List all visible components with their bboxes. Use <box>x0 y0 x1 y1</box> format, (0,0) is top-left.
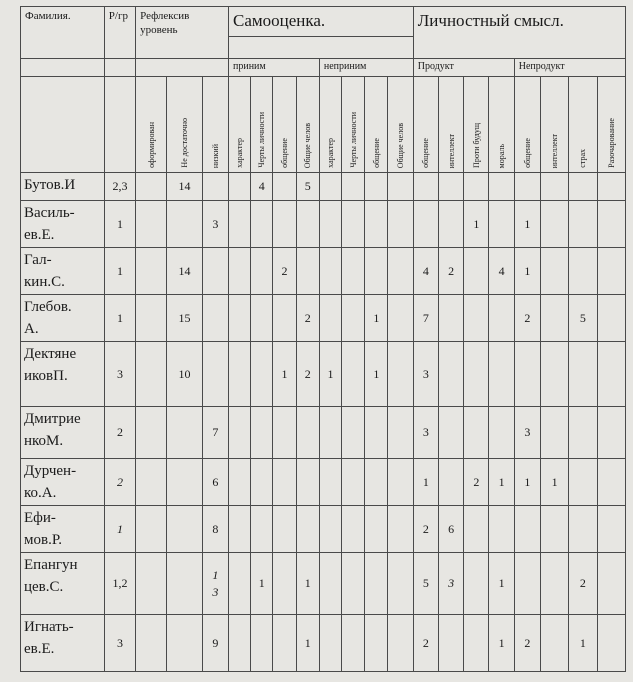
score-cell <box>229 459 251 506</box>
score-cell <box>439 459 464 506</box>
score-cell <box>202 248 228 295</box>
subheader-accept: приним <box>229 59 320 77</box>
column-header <box>569 77 597 173</box>
score-cell: 2 <box>439 248 464 295</box>
column-header <box>136 77 167 173</box>
student-name: Василь- ев.Е. <box>21 201 105 248</box>
score-cell <box>136 342 167 407</box>
score-cell: 2 <box>514 295 540 342</box>
score-cell <box>342 201 365 248</box>
score-cell <box>489 201 514 248</box>
score-cell: 3 <box>413 407 438 459</box>
score-cell <box>489 342 514 407</box>
score-cell <box>388 459 413 506</box>
score-cell: 6 <box>439 506 464 553</box>
score-cell <box>251 201 273 248</box>
score-cell: 3 <box>413 342 438 407</box>
subheader-not-accept: неприним <box>319 59 413 77</box>
score-cell <box>514 506 540 553</box>
table-row <box>21 248 626 295</box>
score-cell <box>273 173 296 201</box>
student-name: Глебов. А. <box>21 295 105 342</box>
score-cell <box>273 553 296 615</box>
score-cell <box>251 407 273 459</box>
column-header <box>202 77 228 173</box>
score-cell <box>273 459 296 506</box>
score-cell <box>597 553 626 615</box>
score-cell <box>136 201 167 248</box>
header-group: Р/гр <box>104 7 135 59</box>
column-header <box>296 77 319 173</box>
score-cell: 1 <box>365 342 388 407</box>
score-cell <box>229 342 251 407</box>
score-cell <box>464 407 489 459</box>
score-cell: 15 <box>167 295 202 342</box>
column-header-label: характер <box>325 138 335 168</box>
score-cell <box>597 295 626 342</box>
score-cell <box>319 295 341 342</box>
score-cell: 14 <box>167 173 202 201</box>
score-cell <box>439 295 464 342</box>
score-cell <box>167 553 202 615</box>
score-cell <box>597 201 626 248</box>
group-value: 1,2 <box>104 553 135 615</box>
score-cell: 5 <box>569 295 597 342</box>
subheader-blank <box>136 59 229 77</box>
score-cell <box>464 553 489 615</box>
score-cell <box>342 553 365 615</box>
column-header <box>464 77 489 173</box>
score-cell <box>540 295 568 342</box>
column-header-label: Проти будущ <box>471 123 481 168</box>
score-cell: 1 <box>514 201 540 248</box>
column-header-label: низкий <box>210 143 220 168</box>
column-header-label: интеллект <box>446 133 456 168</box>
score-cell <box>569 173 597 201</box>
score-cell: 5 <box>413 553 438 615</box>
score-cell: 1 <box>296 615 319 672</box>
score-cell <box>514 173 540 201</box>
score-cell <box>597 615 626 672</box>
table-row <box>21 295 626 342</box>
score-cell <box>388 201 413 248</box>
score-cell <box>540 506 568 553</box>
score-cell <box>202 295 228 342</box>
column-header <box>413 77 438 173</box>
score-cell <box>342 173 365 201</box>
column-header-label: Общие челов <box>396 122 406 168</box>
score-cell <box>273 407 296 459</box>
score-cell <box>597 506 626 553</box>
score-cell <box>229 173 251 201</box>
score-cell <box>597 407 626 459</box>
score-cell <box>342 342 365 407</box>
column-header <box>167 77 202 173</box>
header-surname: Фамилия. <box>21 7 105 59</box>
score-cell <box>136 407 167 459</box>
score-cell: 8 <box>202 506 228 553</box>
score-cell: 3 <box>439 553 464 615</box>
score-cell: 1 <box>489 553 514 615</box>
score-cell <box>167 506 202 553</box>
score-cell <box>514 342 540 407</box>
group-value: 2 <box>104 407 135 459</box>
score-cell <box>296 407 319 459</box>
score-cell <box>365 407 388 459</box>
score-cell <box>136 459 167 506</box>
score-cell <box>136 173 167 201</box>
score-cell <box>439 173 464 201</box>
column-header-label: мораль <box>497 143 507 168</box>
table-row <box>21 173 626 201</box>
score-cell <box>388 295 413 342</box>
score-cell <box>296 248 319 295</box>
column-header <box>439 77 464 173</box>
score-cell <box>319 615 341 672</box>
score-cell: 9 <box>202 615 228 672</box>
score-cell <box>569 407 597 459</box>
score-cell: 7 <box>413 295 438 342</box>
score-cell <box>251 506 273 553</box>
table-row <box>21 407 626 459</box>
column-header-label: общение <box>280 138 290 168</box>
score-cell <box>365 506 388 553</box>
score-cell <box>464 615 489 672</box>
score-cell <box>439 201 464 248</box>
column-header <box>388 77 413 173</box>
score-cell <box>167 615 202 672</box>
score-cell <box>413 201 438 248</box>
table-row <box>21 201 626 248</box>
score-cell <box>365 459 388 506</box>
score-cell <box>319 506 341 553</box>
score-cell <box>569 201 597 248</box>
score-cell: 1 <box>365 295 388 342</box>
score-cell: 1 <box>514 248 540 295</box>
score-cell <box>251 459 273 506</box>
score-cell: 2 <box>273 248 296 295</box>
score-cell <box>229 201 251 248</box>
score-cell <box>296 201 319 248</box>
score-cell: 5 <box>296 173 319 201</box>
column-header-label: Черты личности <box>348 112 358 168</box>
table-row <box>21 615 626 672</box>
score-cell <box>514 553 540 615</box>
student-name: Дектяне иковП. <box>21 342 105 407</box>
score-cell <box>597 342 626 407</box>
score-cell: 3 <box>514 407 540 459</box>
score-cell <box>136 248 167 295</box>
column-header <box>342 77 365 173</box>
score-cell <box>229 295 251 342</box>
table-row <box>21 506 626 553</box>
score-cell: 1 <box>273 342 296 407</box>
score-cell <box>540 342 568 407</box>
column-header <box>229 77 251 173</box>
student-name: Епангун цев.С. <box>21 553 105 615</box>
column-header <box>273 77 296 173</box>
score-cell <box>388 407 413 459</box>
score-cell <box>540 553 568 615</box>
score-cell: 4 <box>251 173 273 201</box>
score-cell: 4 <box>489 248 514 295</box>
score-cell <box>342 295 365 342</box>
score-cell <box>342 248 365 295</box>
score-cell <box>319 248 341 295</box>
column-header <box>319 77 341 173</box>
score-cell: 1 <box>489 615 514 672</box>
data-table <box>20 6 626 672</box>
score-cell <box>464 173 489 201</box>
score-cell: 1 <box>514 459 540 506</box>
group-value: 2,3 <box>104 173 135 201</box>
score-cell <box>167 407 202 459</box>
column-header-label: Общие челов <box>303 122 313 168</box>
score-cell <box>251 615 273 672</box>
column-header <box>365 77 388 173</box>
score-cell: 1 <box>413 459 438 506</box>
score-cell <box>365 173 388 201</box>
group-value: 1 <box>104 295 135 342</box>
score-cell: 1 <box>569 615 597 672</box>
score-cell <box>229 407 251 459</box>
score-cell <box>489 173 514 201</box>
score-cell <box>439 615 464 672</box>
score-cell <box>319 173 341 201</box>
column-header <box>489 77 514 173</box>
header-self-esteem: Самооценка. <box>229 7 414 37</box>
score-cell <box>597 173 626 201</box>
score-cell <box>464 342 489 407</box>
score-cell: 7 <box>202 407 228 459</box>
score-cell: 1 <box>296 553 319 615</box>
score-cell: 6 <box>202 459 228 506</box>
score-cell <box>569 342 597 407</box>
score-cell: 2 <box>413 506 438 553</box>
column-header <box>597 77 626 173</box>
score-cell <box>365 553 388 615</box>
score-cell <box>489 295 514 342</box>
subheader-blank <box>104 59 135 77</box>
column-header-label: оформирован <box>146 122 156 168</box>
score-cell <box>342 407 365 459</box>
score-cell: 1 <box>251 553 273 615</box>
table-row <box>21 342 626 407</box>
score-cell <box>136 553 167 615</box>
score-cell <box>489 506 514 553</box>
column-header-label: общение <box>522 138 532 168</box>
score-cell: 1 <box>540 459 568 506</box>
score-cell <box>365 615 388 672</box>
score-cell <box>202 173 228 201</box>
score-cell <box>229 553 251 615</box>
score-cell <box>597 248 626 295</box>
score-cell <box>273 615 296 672</box>
score-cell <box>136 295 167 342</box>
score-cell: 2 <box>514 615 540 672</box>
score-cell: 2 <box>413 615 438 672</box>
score-cell <box>319 553 341 615</box>
score-cell <box>319 459 341 506</box>
score-cell <box>388 506 413 553</box>
column-header-label: общение <box>421 138 431 168</box>
table-row <box>21 459 626 506</box>
vertical-header-blank <box>104 77 135 173</box>
score-cell <box>540 248 568 295</box>
score-cell: 1 <box>464 201 489 248</box>
score-cell <box>464 295 489 342</box>
score-cell <box>464 248 489 295</box>
score-cell <box>229 248 251 295</box>
student-name: Дурчен- ко.А. <box>21 459 105 506</box>
group-value: 3 <box>104 342 135 407</box>
score-cell <box>251 295 273 342</box>
score-cell: 3 <box>202 201 228 248</box>
score-cell <box>540 615 568 672</box>
score-cell <box>167 459 202 506</box>
score-cell <box>342 459 365 506</box>
score-cell <box>136 506 167 553</box>
column-header-label: Не достаточно <box>180 118 190 168</box>
score-cell <box>388 248 413 295</box>
score-cell <box>273 295 296 342</box>
score-cell: 10 <box>167 342 202 407</box>
score-cell <box>388 342 413 407</box>
column-header <box>251 77 273 173</box>
score-cell <box>489 407 514 459</box>
score-cell: 2 <box>296 342 319 407</box>
column-header-label: Разочарование <box>606 118 616 168</box>
group-value: 2 <box>104 459 135 506</box>
score-cell <box>365 248 388 295</box>
score-cell <box>569 506 597 553</box>
score-cell <box>439 342 464 407</box>
group-value: 1 <box>104 248 135 295</box>
score-cell: 2 <box>569 553 597 615</box>
column-header <box>540 77 568 173</box>
score-cell: 2 <box>464 459 489 506</box>
score-cell <box>540 407 568 459</box>
column-header-label: страх <box>578 149 588 168</box>
column-header-label: Черты личности <box>257 112 267 168</box>
group-value: 1 <box>104 201 135 248</box>
score-cell <box>540 201 568 248</box>
score-cell: 4 <box>413 248 438 295</box>
student-name: Игнать- ев.Е. <box>21 615 105 672</box>
score-cell: 1 3 <box>202 553 228 615</box>
score-cell <box>319 201 341 248</box>
group-value: 3 <box>104 615 135 672</box>
score-cell: 2 <box>296 295 319 342</box>
score-cell <box>365 201 388 248</box>
score-cell <box>388 553 413 615</box>
header-personal-meaning: Личностный смысл. <box>413 7 625 59</box>
column-header <box>514 77 540 173</box>
student-name: Бутов.И <box>21 173 105 201</box>
header-reflexive-level: Рефлексив уровень <box>136 7 229 59</box>
student-name: Дмитрие нкоМ. <box>21 407 105 459</box>
score-cell: 1 <box>319 342 341 407</box>
score-cell <box>167 201 202 248</box>
score-cell <box>296 506 319 553</box>
score-cell <box>597 459 626 506</box>
score-cell <box>342 615 365 672</box>
score-cell <box>319 407 341 459</box>
score-cell <box>439 407 464 459</box>
column-header-label: общение <box>371 138 381 168</box>
column-header-label: интеллект <box>550 133 560 168</box>
score-cell <box>296 459 319 506</box>
vertical-header-blank <box>21 77 105 173</box>
table-row <box>21 553 626 615</box>
score-cell <box>251 248 273 295</box>
score-cell <box>569 248 597 295</box>
score-cell <box>202 342 228 407</box>
header-self-esteem-cont <box>229 37 414 59</box>
group-value: 1 <box>104 506 135 553</box>
score-cell <box>540 173 568 201</box>
column-header-label: характер <box>235 138 245 168</box>
score-cell <box>273 506 296 553</box>
score-cell <box>413 173 438 201</box>
score-cell <box>388 615 413 672</box>
subheader-product: Продукт <box>413 59 514 77</box>
subheader-non-product: Непродукт <box>514 59 625 77</box>
score-cell <box>229 506 251 553</box>
subheader-blank <box>21 59 105 77</box>
student-name: Ефи- мов.Р. <box>21 506 105 553</box>
score-cell <box>273 201 296 248</box>
score-cell <box>136 615 167 672</box>
student-name: Гал- кин.С. <box>21 248 105 295</box>
score-cell <box>569 459 597 506</box>
score-cell <box>464 506 489 553</box>
score-cell: 14 <box>167 248 202 295</box>
score-cell <box>251 342 273 407</box>
score-cell <box>342 506 365 553</box>
score-cell <box>388 173 413 201</box>
score-cell <box>229 615 251 672</box>
score-cell: 1 <box>489 459 514 506</box>
